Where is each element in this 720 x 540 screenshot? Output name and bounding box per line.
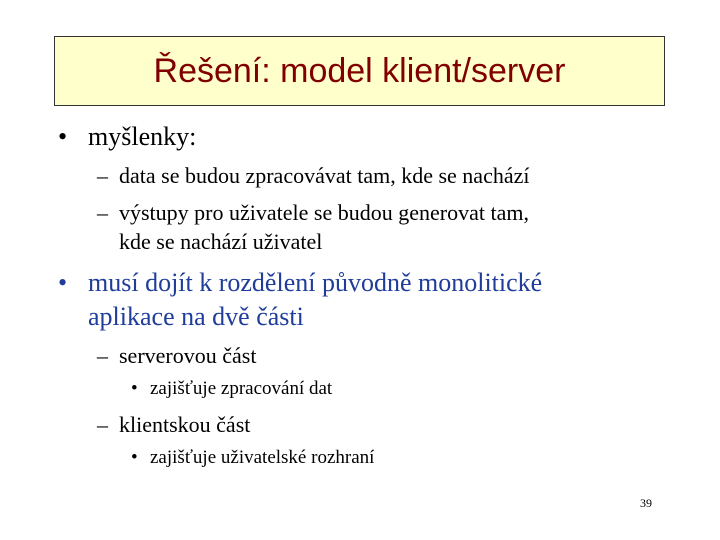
dash-marker: – — [97, 200, 108, 225]
bullet-1-sub-2-line-2: kde se nachází uživatel — [119, 229, 323, 254]
bullet-2-sub-1-detail: zajišťuje zpracování dat — [150, 378, 333, 399]
bullet-marker: • — [131, 447, 138, 468]
slide-title: Řešení: model klient/server — [153, 51, 566, 90]
bullet-marker: • — [58, 122, 68, 151]
bullet-2-line-2: aplikace na dvě části — [88, 302, 304, 331]
dash-marker: – — [97, 343, 108, 368]
page-number: 39 — [640, 496, 652, 510]
bullet-2-line-1: musí dojít k rozdělení původně monolitické — [88, 268, 543, 297]
bullet-marker: • — [58, 268, 68, 297]
bullet-2-sub-2: klientskou část — [119, 412, 251, 437]
bullet-1-sub-2-line-1: výstupy pro uživatele se budou generovat tam, — [119, 200, 529, 225]
slide-title-box — [54, 36, 665, 106]
dash-marker: – — [97, 412, 108, 437]
bullet-1-text: myšlenky: — [88, 122, 197, 151]
bullet-2-sub-1: serverovou část — [119, 343, 257, 368]
bullet-1-sub-1: data se budou zpracovávat tam, kde se nachází — [119, 163, 530, 188]
bullet-2-sub-2-detail: zajišťuje uživatelské rozhraní — [150, 447, 375, 468]
dash-marker: – — [97, 163, 108, 188]
bullet-marker: • — [131, 378, 138, 399]
